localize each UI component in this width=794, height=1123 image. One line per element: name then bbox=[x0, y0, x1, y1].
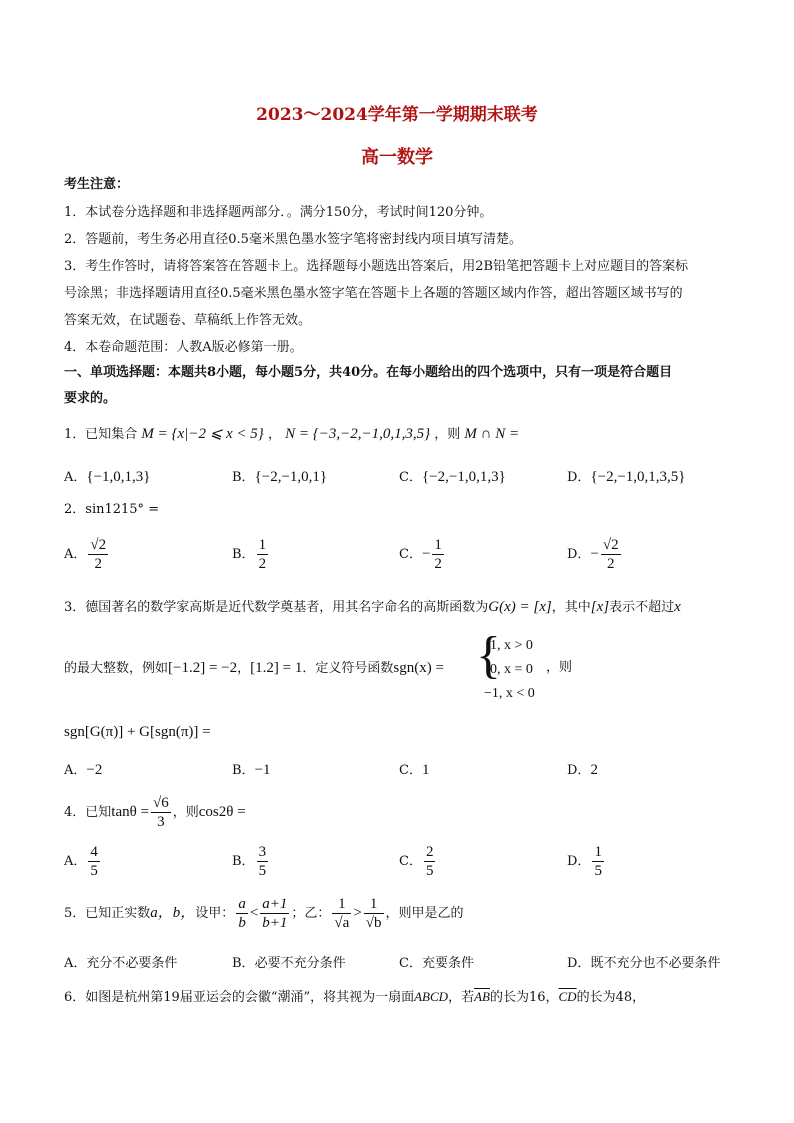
q2-option-b[interactable]: B． $\frac{1}{2}$ bbox=[232, 537, 267, 572]
q4-stem: 4．已知tanθ = $\frac{√6}{3}$ ，则cos2θ = bbox=[64, 795, 246, 830]
q1-option-b[interactable]: B．{−2,−1,0,1} bbox=[232, 469, 328, 485]
q3-option-c[interactable]: C．1 bbox=[399, 762, 430, 778]
q6-stem: 6．如图是杭州第19届亚运会的会徽“潮涌”，将其视为一扇面ABCD，若$\overline{AB}$的长为16，$\overline{CD}$的长为48， bbox=[64, 989, 646, 1005]
q3-line-3: sgn[G(π)] + G[sgn(π)] = bbox=[64, 724, 211, 740]
notice-heading: 考生注意： bbox=[64, 177, 130, 192]
q3-case-1: 1, x > 0 bbox=[490, 638, 533, 653]
notice-item-3-end: 答案无效，在试题卷、草稿纸上作答无效。 bbox=[64, 313, 312, 328]
q1-set-m: M = {x|−2 ⩽ x < 5} bbox=[141, 426, 264, 442]
q2-option-c[interactable]: C．− $\frac{1}{2}$ bbox=[399, 537, 442, 572]
q3-cases-brace: { bbox=[476, 627, 501, 684]
q3-line-2-tail: ，则 bbox=[546, 660, 573, 675]
notice-item-2: 2．答题前，考生务必用直径0.5毫米黑色墨水签字笔将密封线内项目填写清楚。 bbox=[64, 232, 522, 247]
q5-option-d[interactable]: D．既不充分也不必要条件 bbox=[567, 956, 721, 971]
q1-prefix: 1．已知集合 bbox=[64, 427, 138, 442]
q3-option-d[interactable]: D．2 bbox=[567, 762, 598, 778]
q4-option-b[interactable]: B． $\frac{3}{5}$ bbox=[232, 844, 267, 879]
q4-option-c[interactable]: C． $\frac{2}{5}$ bbox=[399, 844, 434, 879]
q2-stem: 2．sin1215° = bbox=[64, 502, 160, 517]
q3-case-3: −1, x < 0 bbox=[484, 686, 535, 701]
q3-line-1: 3．德国著名的数学家高斯是近代数学奠基者，用其名字命名的高斯函数为G(x) = [x]，其中[x]表示不超过x bbox=[64, 599, 681, 615]
q3-sgn-def: sgn(x) = bbox=[393, 660, 444, 676]
notice-item-1: 1．本试卷分选择题和非选择题两部分．。满分150分，考试时间120分钟。 bbox=[64, 205, 493, 220]
q1-set-n: N = {−3,−2,−1,0,1,3,5} bbox=[285, 426, 431, 442]
q1-option-d[interactable]: D．{−2,−1,0,1,3,5} bbox=[567, 469, 686, 485]
q3-line-2: 的最大整数，例如[−1.2] = −2，[1.2] = 1．定义符号函数sgn(x) = bbox=[64, 660, 444, 676]
q4-option-d[interactable]: D． $\frac{1}{5}$ bbox=[567, 844, 602, 879]
notice-item-3-cont: 号涂黑；非选择题请用直径0.5毫米黑色墨水签字笔在答题卡上各题的答题区域内作答，超出答题区域书写的 bbox=[64, 286, 683, 301]
q6-arc-cd: $\overline{CD}$ bbox=[558, 989, 577, 1004]
notice-item-3: 3．考生作答时，请将答案答在答题卡上。选择题每小题选出答案后，用2B铅笔把答题卡上对应题目的答案标 bbox=[64, 259, 689, 274]
q2-option-a[interactable]: A． $\frac{√2}{2}$ bbox=[64, 537, 107, 572]
q2-option-d[interactable]: D．− $\frac{√2}{2}$ bbox=[567, 537, 619, 572]
q3-option-b[interactable]: B．−1 bbox=[232, 762, 271, 778]
q1-expr: M ∩ N = bbox=[464, 426, 520, 442]
q5-option-b[interactable]: B．必要不充分条件 bbox=[232, 956, 346, 971]
q3-option-a[interactable]: A．−2 bbox=[64, 762, 103, 778]
q4-option-a[interactable]: A． $\frac{4}{5}$ bbox=[64, 844, 98, 879]
exam-title: 2023～2024学年第一学期期末联考 bbox=[256, 105, 538, 125]
q1-option-a[interactable]: A．{−1,0,1,3} bbox=[64, 469, 151, 485]
section-heading-cont: 要求的。 bbox=[64, 391, 117, 406]
exam-subtitle: 高一数学 bbox=[361, 147, 433, 168]
q5-stem: 5．已知正实数a，b，设甲： $\frac{a}{b}$ < $\frac{a+1}{b+1}$ ；乙： $\frac{1}{√a}$ > $\frac{1}{√b}$ ，则甲是乙的 bbox=[64, 896, 464, 931]
q3-case-2: 0, x = 0 bbox=[490, 662, 533, 677]
q6-arc-ab: $\overline{AB}$ bbox=[474, 989, 490, 1004]
section-heading: 一、单项选择题：本题共8小题，每小题5分，共40分。在每小题给出的四个选项中，只有一项是符合题目 bbox=[64, 365, 673, 380]
q1-tail: ，则 bbox=[434, 427, 461, 442]
q3-gauss-func: G(x) = [x] bbox=[488, 599, 552, 615]
q5-option-c[interactable]: C．充要条件 bbox=[399, 956, 474, 971]
notice-item-4: 4．本卷命题范围：人教A版必修第一册。 bbox=[64, 340, 303, 355]
q1-stem: 1．已知集合 M = {x|−2 ⩽ x < 5} ， N = {−3,−2,−1,0,1,3,5} ，则 M ∩ N = bbox=[64, 426, 520, 442]
q1-option-c[interactable]: C．{−2,−1,0,1,3} bbox=[399, 469, 506, 485]
q5-option-a[interactable]: A．充分不必要条件 bbox=[64, 956, 178, 971]
